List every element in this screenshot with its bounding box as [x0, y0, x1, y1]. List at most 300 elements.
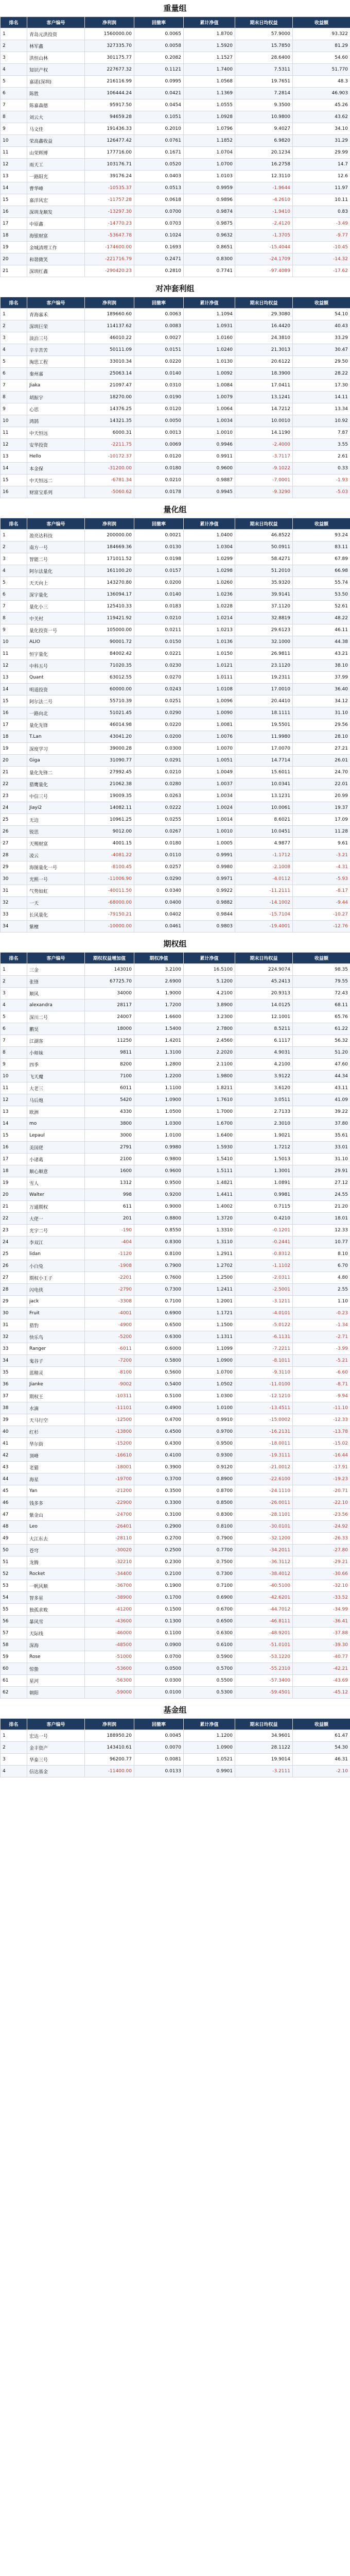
net-value-cell: 3.2300: [184, 1011, 235, 1023]
client-id-cell: 天马行空: [27, 1414, 85, 1426]
rank-cell: 32: [1, 897, 27, 909]
table-row: [1, 921, 350, 933]
net-value-cell: 1.0214: [184, 613, 235, 624]
header-net-value: 累计净值: [184, 953, 235, 964]
table-row: [1, 1754, 350, 1766]
table-row: [1, 988, 350, 999]
return-cell: 55.74: [293, 577, 350, 589]
drawdown-cell: 0.1121: [134, 64, 184, 76]
avg-equity-cell: 10.0010: [235, 415, 293, 427]
return-cell: 83.11: [293, 541, 350, 553]
avg-equity-cell: -46.8111: [235, 1616, 293, 1628]
net-value-cell: 1.1852: [184, 135, 235, 147]
drawdown-cell: 0.4700: [134, 1414, 184, 1426]
rank-cell: 9: [1, 624, 27, 636]
return-cell: 61.22: [293, 1023, 350, 1035]
return-cell: -13.78: [293, 1426, 350, 1438]
avg-equity-cell: 18.1111: [235, 707, 293, 719]
client-id-cell: 量化投资一号: [27, 624, 85, 636]
net-value-cell: 1.1527: [184, 52, 235, 64]
section-title: 基金组: [0, 1702, 350, 1718]
client-id-cell: 中科五号: [27, 660, 85, 672]
return-cell: -39.30: [293, 1639, 350, 1651]
client-id-cell: 马后炮: [27, 1094, 85, 1106]
table-row: [1, 1414, 350, 1426]
rank-cell: 8: [1, 1047, 27, 1059]
return-cell: 10.92: [293, 415, 350, 427]
avg-equity-cell: 7.5311: [235, 64, 293, 76]
client-id-cell: 凌云: [27, 850, 85, 861]
rank-cell: 37: [1, 1391, 27, 1402]
table-row: [1, 696, 350, 707]
return-cell: 81.29: [293, 40, 350, 52]
client-id-cell: 大江东去: [27, 1533, 85, 1545]
table-row: [1, 767, 350, 778]
net-value-cell: 1.0014: [184, 814, 235, 826]
rank-cell: 19: [1, 1177, 27, 1189]
header-return: 收益额: [293, 953, 350, 964]
return-cell: 47.60: [293, 1059, 350, 1071]
drawdown-cell: 0.1300: [134, 1616, 184, 1628]
net-profit-cell: -11101: [85, 1402, 134, 1414]
client-id-cell: 华尔街: [27, 1438, 85, 1450]
rank-cell: 48: [1, 1521, 27, 1533]
net-profit-cell: -13297.30: [85, 206, 134, 218]
net-profit-cell: 46014.98: [85, 719, 134, 731]
avg-equity-cell: -36.3112: [235, 1556, 293, 1568]
drawdown-cell: 0.0454: [134, 99, 184, 111]
return-cell: -12.33: [293, 1414, 350, 1426]
net-profit-cell: 119421.92: [85, 613, 134, 624]
avg-equity-cell: -15.4044: [235, 242, 293, 253]
net-profit-cell: 4330: [85, 1106, 134, 1118]
net-profit-cell: 14082.11: [85, 802, 134, 814]
client-id-cell: 盈亮达科技: [27, 530, 85, 541]
avg-equity-cell: -19.4001: [235, 921, 293, 933]
drawdown-cell: 0.7900: [134, 1260, 184, 1272]
table-row: [1, 1296, 350, 1308]
rank-cell: 15: [1, 194, 27, 206]
return-cell: -2.10: [293, 1766, 350, 1777]
avg-equity-cell: 9.3500: [235, 99, 293, 111]
net-value-cell: 1.0070: [184, 743, 235, 755]
rank-cell: 16: [1, 486, 27, 498]
net-value-cell: 0.9896: [184, 194, 235, 206]
avg-equity-cell: 46.8522: [235, 530, 293, 541]
net-profit-cell: 3000: [85, 1130, 134, 1142]
net-profit-cell: 33010.34: [85, 356, 134, 368]
net-value-cell: 0.8500: [184, 1497, 235, 1509]
avg-equity-cell: -4.0112: [235, 873, 293, 885]
rank-cell: 12: [1, 159, 27, 171]
return-cell: 51.20: [293, 1047, 350, 1059]
net-value-cell: 1.0928: [184, 111, 235, 123]
return-cell: 79.55: [293, 976, 350, 988]
net-profit-cell: 19009.35: [85, 790, 134, 802]
rank-cell: 36: [1, 1379, 27, 1391]
return-cell: -43.69: [293, 1675, 350, 1687]
return-cell: 14.7: [293, 159, 350, 171]
header-client-id: 客户编号: [27, 297, 85, 309]
net-profit-cell: 24007: [85, 1011, 134, 1023]
return-cell: 29.50: [293, 356, 350, 368]
table-row: [1, 589, 350, 601]
table-row: [1, 1730, 350, 1742]
table-row: [1, 1592, 350, 1604]
avg-equity-cell: -24.1110: [235, 1485, 293, 1497]
client-id-cell: 曹华峰: [27, 182, 85, 194]
avg-equity-cell: 1.3001: [235, 1165, 293, 1177]
net-profit-cell: 7100: [85, 1071, 134, 1082]
client-id-cell: mo: [27, 1118, 85, 1130]
net-profit-cell: -9002: [85, 1379, 134, 1391]
drawdown-cell: 0.0058: [134, 40, 184, 52]
drawdown-cell: 0.0100: [134, 1687, 184, 1699]
rank-cell: 28: [1, 850, 27, 861]
return-cell: 17.09: [293, 814, 350, 826]
return-cell: 68.11: [293, 999, 350, 1011]
net-value-cell: 1.0240: [184, 344, 235, 356]
drawdown-cell: 0.8300: [134, 1236, 184, 1248]
rank-cell: 4: [1, 1766, 27, 1777]
rank-cell: 14: [1, 463, 27, 474]
avg-equity-cell: -40.5100: [235, 1580, 293, 1592]
header-avg-equity: 期末日均权益: [235, 953, 293, 964]
net-value-cell: 1.0236: [184, 589, 235, 601]
rank-cell: 18: [1, 731, 27, 743]
avg-equity-cell: 51.2010: [235, 565, 293, 577]
return-cell: 43.62: [293, 111, 350, 123]
net-profit-cell: 14321.35: [85, 415, 134, 427]
ranking-table: [0, 16, 350, 277]
avg-equity-cell: -11.2111: [235, 885, 293, 897]
net-value-cell: 0.8900: [184, 1473, 235, 1485]
table-row: [1, 332, 350, 344]
net-profit-cell: 14376.25: [85, 403, 134, 415]
rank-cell: 3: [1, 1754, 27, 1766]
return-cell: 0.33: [293, 463, 350, 474]
net-value-cell: 0.5900: [184, 1651, 235, 1663]
net-value-cell: 1.0051: [184, 755, 235, 767]
drawdown-cell: 0.5800: [134, 1355, 184, 1367]
rank-cell: 17: [1, 719, 27, 731]
net-profit-cell: -174600.00: [85, 242, 134, 253]
ranking-table: [0, 1718, 350, 1777]
net-profit-cell: -43600: [85, 1616, 134, 1628]
return-cell: 11.28: [293, 826, 350, 838]
rank-cell: 12: [1, 660, 27, 672]
return-cell: 44.38: [293, 636, 350, 648]
net-profit-cell: -24700: [85, 1509, 134, 1521]
rank-cell: 38: [1, 1402, 27, 1414]
client-id-cell: 马文佳: [27, 123, 85, 135]
return-cell: -42.21: [293, 1663, 350, 1675]
table-row: [1, 52, 350, 64]
avg-equity-cell: -2.4000: [235, 439, 293, 451]
net-value-cell: 1.0304: [184, 541, 235, 553]
client-id-cell: 深圳巨荣: [27, 320, 85, 332]
drawdown-cell: 0.0065: [134, 28, 184, 40]
rank-cell: 61: [1, 1675, 27, 1687]
rank-cell: 15: [1, 1130, 27, 1142]
net-profit-cell: 50111.09: [85, 344, 134, 356]
net-value-cell: 0.8100: [184, 1521, 235, 1533]
header-avg-equity: 期末日均权益: [235, 17, 293, 28]
net-profit-cell: 34000: [85, 988, 134, 999]
client-id-cell: Jiaka: [27, 380, 85, 392]
avg-equity-cell: -15.7104: [235, 909, 293, 921]
avg-equity-cell: -2.4120: [235, 218, 293, 230]
avg-equity-cell: 10.0451: [235, 826, 293, 838]
header-net-value: 累计净值: [184, 17, 235, 28]
rank-cell: 26: [1, 826, 27, 838]
client-id-cell: 钱多多: [27, 1497, 85, 1509]
return-cell: -36.41: [293, 1616, 350, 1628]
net-profit-cell: 18270.00: [85, 392, 134, 403]
drawdown-cell: 1.2800: [134, 1059, 184, 1071]
drawdown-cell: 0.1671: [134, 147, 184, 159]
table-row: [1, 206, 350, 218]
table-row: [1, 1450, 350, 1462]
rank-cell: 2: [1, 1742, 27, 1754]
rank-cell: 11: [1, 147, 27, 159]
net-value-cell: 0.9959: [184, 182, 235, 194]
client-id-cell: 海银财富: [27, 230, 85, 242]
table-row: [1, 648, 350, 660]
avg-equity-cell: 14.0125: [235, 999, 293, 1011]
client-id-cell: 美国佬: [27, 1142, 85, 1154]
drawdown-cell: 0.9800: [134, 1154, 184, 1165]
rank-cell: 42: [1, 1450, 27, 1462]
drawdown-cell: 0.0761: [134, 135, 184, 147]
avg-equity-cell: 19.2311: [235, 672, 293, 684]
table-row: [1, 427, 350, 439]
client-id-cell: Yan: [27, 1485, 85, 1497]
client-id-cell: 蓝精灵: [27, 1367, 85, 1379]
client-id-cell: T.Lan: [27, 731, 85, 743]
return-cell: 28.10: [293, 731, 350, 743]
header-return: 收益额: [293, 297, 350, 309]
client-id-cell: 顺风: [27, 988, 85, 999]
net-profit-cell: -7200: [85, 1355, 134, 1367]
return-cell: 26.01: [293, 755, 350, 767]
avg-equity-cell: 0.4210: [235, 1213, 293, 1225]
net-value-cell: 1.4002: [184, 1201, 235, 1213]
rank-cell: 27: [1, 1272, 27, 1284]
net-value-cell: 1.2001: [184, 1296, 235, 1308]
avg-equity-cell: -9.3110: [235, 1367, 293, 1379]
return-cell: -5.03: [293, 486, 350, 498]
drawdown-cell: 0.0267: [134, 826, 184, 838]
net-value-cell: 1.8700: [184, 28, 235, 40]
client-id-cell: 中信三号: [27, 790, 85, 802]
net-profit-cell: 1560000.00: [85, 28, 134, 40]
table-row: [1, 1023, 350, 1035]
client-id-cell: 心思: [27, 403, 85, 415]
table-row: [1, 344, 350, 356]
net-profit-cell: 31090.77: [85, 755, 134, 767]
drawdown-cell: 0.1700: [134, 1592, 184, 1604]
return-cell: 45.26: [293, 99, 350, 111]
avg-equity-cell: -42.6201: [235, 1592, 293, 1604]
return-cell: -5.21: [293, 1355, 350, 1367]
client-id-cell: 山荣辉博: [27, 147, 85, 159]
avg-equity-cell: -22.6100: [235, 1473, 293, 1485]
client-id-cell: 深度学习: [27, 743, 85, 755]
net-value-cell: 0.9946: [184, 439, 235, 451]
table-row: [1, 1485, 350, 1497]
drawdown-cell: 1.4201: [134, 1035, 184, 1047]
rank-cell: 15: [1, 696, 27, 707]
table-row: [1, 707, 350, 719]
rank-cell: 33: [1, 909, 27, 921]
return-cell: 65.76: [293, 1011, 350, 1023]
drawdown-cell: 0.0257: [134, 861, 184, 873]
rank-cell: 30: [1, 1308, 27, 1319]
net-value-cell: 1.0160: [184, 332, 235, 344]
net-profit-cell: 3800: [85, 1118, 134, 1130]
net-profit-cell: 188950.20: [85, 1730, 134, 1742]
avg-equity-cell: 2.7133: [235, 1106, 293, 1118]
net-value-cell: 0.8300: [184, 253, 235, 265]
return-cell: 10.77: [293, 1236, 350, 1248]
avg-equity-cell: -14.1002: [235, 897, 293, 909]
header-avg-equity: 期末日均权益: [235, 1719, 293, 1730]
drawdown-cell: 0.0700: [134, 206, 184, 218]
client-id-cell: 和谐微笑: [27, 253, 85, 265]
rank-cell: 49: [1, 1533, 27, 1545]
net-profit-cell: 327335.70: [85, 40, 134, 52]
rank-cell: 12: [1, 1094, 27, 1106]
net-value-cell: 0.6100: [184, 1639, 235, 1651]
return-cell: 39.22: [293, 1106, 350, 1118]
avg-equity-cell: -57.3400: [235, 1675, 293, 1687]
rank-cell: 58: [1, 1639, 27, 1651]
return-cell: -22.10: [293, 1497, 350, 1509]
client-id-cell: 万通期权: [27, 1201, 85, 1213]
net-value-cell: 1.0931: [184, 320, 235, 332]
table-row: [1, 415, 350, 427]
drawdown-cell: 0.6500: [134, 1319, 184, 1331]
table-row: [1, 1248, 350, 1260]
client-id-cell: 量化先锋: [27, 719, 85, 731]
table-row: [1, 1272, 350, 1284]
drawdown-cell: 0.0403: [134, 171, 184, 182]
net-value-cell: 1.0400: [184, 530, 235, 541]
avg-equity-cell: -0.8312: [235, 1248, 293, 1260]
avg-equity-cell: 19.5501: [235, 719, 293, 731]
client-id-cell: 鸿鹄: [27, 415, 85, 427]
net-profit-cell: -34400: [85, 1568, 134, 1580]
rank-cell: 6: [1, 1023, 27, 1035]
net-profit-cell: -10000.00: [85, 921, 134, 933]
client-id-cell: 一路阳光: [27, 171, 85, 182]
return-cell: 11.97: [293, 182, 350, 194]
avg-equity-cell: 37.1120: [235, 601, 293, 613]
client-id-cell: 猎鹰量化: [27, 778, 85, 790]
rank-cell: 52: [1, 1568, 27, 1580]
drawdown-cell: 1.0900: [134, 1094, 184, 1106]
net-profit-cell: 28117: [85, 999, 134, 1011]
header-drawdown: 回撤率: [134, 518, 184, 530]
table-row: [1, 1663, 350, 1675]
client-id-cell: 荣高鑫收益: [27, 135, 85, 147]
rank-cell: 19: [1, 242, 27, 253]
table-row: [1, 802, 350, 814]
table-row: [1, 1213, 350, 1225]
client-id-cell: 深圳红鑫: [27, 265, 85, 277]
avg-equity-cell: -1.9410: [235, 206, 293, 218]
table-row: [1, 1154, 350, 1165]
client-id-cell: 安华投资: [27, 439, 85, 451]
net-profit-cell: 143270.80: [85, 577, 134, 589]
table-row: [1, 1462, 350, 1473]
rank-cell: 55: [1, 1604, 27, 1616]
return-cell: -3.99: [293, 1343, 350, 1355]
drawdown-cell: 0.0280: [134, 778, 184, 790]
header-net-profit: 净利润: [85, 17, 134, 28]
net-value-cell: 0.8300: [184, 1509, 235, 1521]
rank-cell: 8: [1, 392, 27, 403]
avg-equity-cell: 17.0070: [235, 743, 293, 755]
rank-cell: 28: [1, 1284, 27, 1296]
net-value-cell: 1.0084: [184, 380, 235, 392]
table-row: [1, 486, 350, 498]
net-profit-cell: 55710.39: [85, 696, 134, 707]
table-row: [1, 1189, 350, 1201]
net-value-cell: 0.9882: [184, 897, 235, 909]
return-cell: 34.10: [293, 123, 350, 135]
rank-cell: 1: [1, 1730, 27, 1742]
net-value-cell: 0.6900: [184, 1592, 235, 1604]
drawdown-cell: 0.0198: [134, 553, 184, 565]
client-id-cell: 大老三: [27, 1082, 85, 1094]
avg-equity-cell: -0.1201: [235, 1225, 293, 1236]
table-row: [1, 1071, 350, 1082]
avg-equity-cell: -2.1008: [235, 861, 293, 873]
net-profit-cell: -13800: [85, 1426, 134, 1438]
net-profit-cell: -221716.79: [85, 253, 134, 265]
net-value-cell: 1.0136: [184, 636, 235, 648]
net-profit-cell: -11757.28: [85, 194, 134, 206]
return-cell: -9.77: [293, 230, 350, 242]
table-row: [1, 1628, 350, 1639]
net-profit-cell: 9012.00: [85, 826, 134, 838]
avg-equity-cell: 12.3110: [235, 171, 293, 182]
net-value-cell: 0.9980: [184, 861, 235, 873]
net-profit-cell: 95917.50: [85, 99, 134, 111]
rank-cell: 8: [1, 111, 27, 123]
net-value-cell: 1.0521: [184, 1754, 235, 1766]
drawdown-cell: 3.2100: [134, 964, 184, 976]
avg-equity-cell: 28.1122: [235, 1742, 293, 1754]
net-value-cell: 1.0298: [184, 565, 235, 577]
client-id-cell: 深圳龙顺发: [27, 206, 85, 218]
net-value-cell: 1.2500: [184, 1272, 235, 1284]
table-row: [1, 242, 350, 253]
avg-equity-cell: -9.1022: [235, 463, 293, 474]
rank-cell: 2: [1, 541, 27, 553]
client-id-cell: 陈胜: [27, 88, 85, 99]
client-id-cell: 一天: [27, 897, 85, 909]
return-cell: 27.12: [293, 1177, 350, 1189]
net-value-cell: 0.9901: [184, 1766, 235, 1777]
rank-cell: 24: [1, 802, 27, 814]
rank-cell: 60: [1, 1663, 27, 1675]
rank-cell: 21: [1, 767, 27, 778]
table-row: [1, 1766, 350, 1777]
net-value-cell: 1.0081: [184, 719, 235, 731]
